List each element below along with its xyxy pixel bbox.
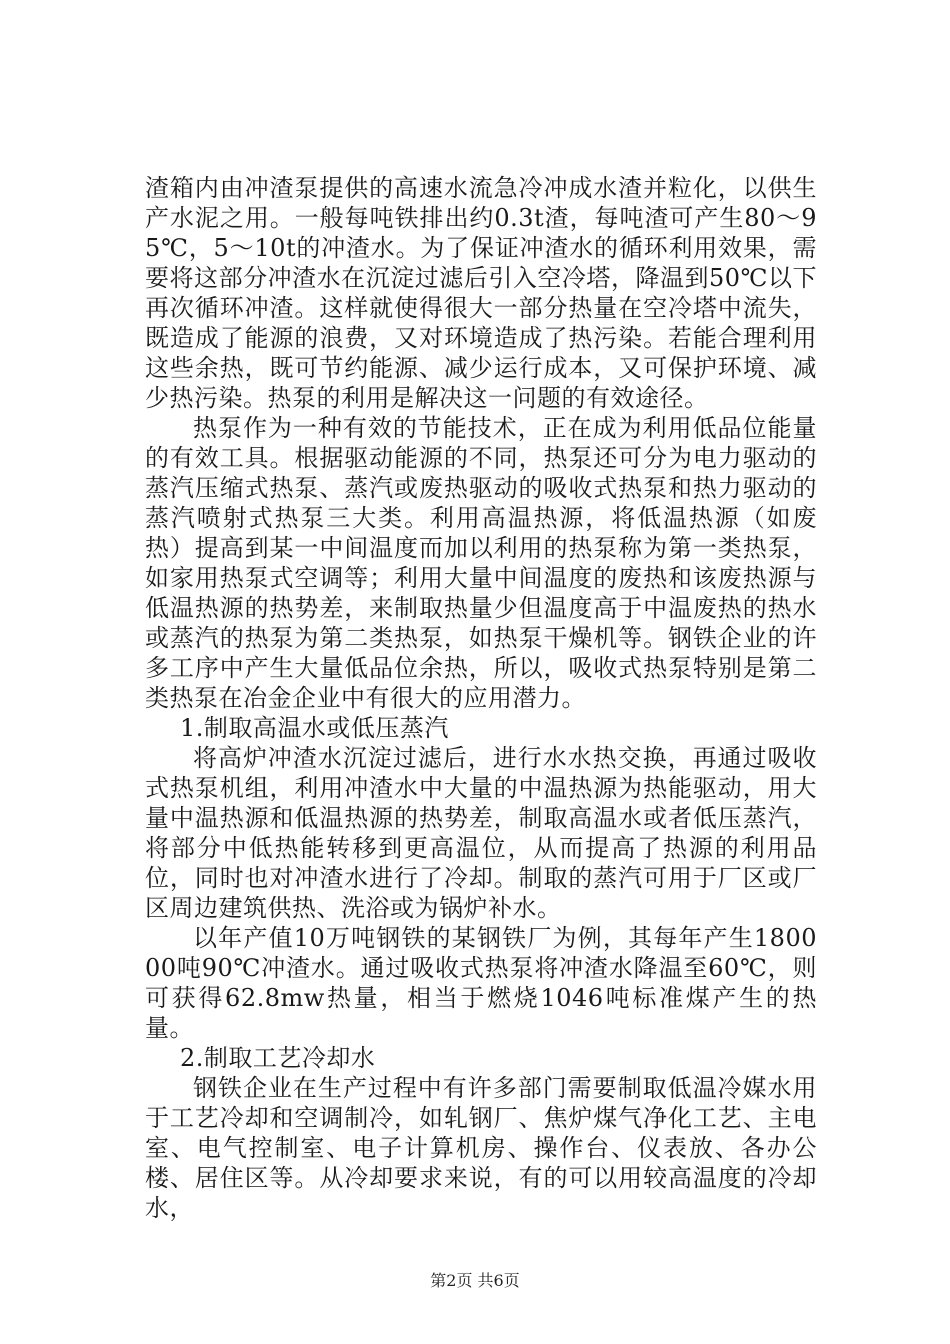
section-heading-high-temp-water: 1.制取高温水或低压蒸汽: [180, 714, 449, 742]
paragraph-example-calculation: 以年产值10万吨钢铁的某钢铁厂为例，其每年产生180000吨90℃冲渣水。通过吸收式热泵将冲渣水降温至60℃，则可获得62.8mw热量，相当于燃烧1046吨标准煤产生的热量。: [145, 924, 817, 1042]
page-number-footer: 第2页 共6页: [430, 1271, 520, 1290]
document-body: [145, 173, 817, 1223]
paragraph-high-temp-water: 将高炉冲渣水沉淀过滤后，进行水水热交换，再通过吸收式热泵机组，利用冲渣水中大量的中温热源为热能驱动，用大量中温热源和低温热源的热势差，制取高温水或者低压蒸汽，将部分中低热能转移到更高温位，从而提高了热源的利用品位，同时也对冲渣水进行了冷却。制取的蒸汽可用于厂区或厂区周边建筑供热、洗浴或为锅炉补水。: [145, 744, 817, 922]
section-heading-cooling-water: 2.制取工艺冷却水: [180, 1044, 376, 1072]
paragraph-heat-pump-intro: 热泵作为一种有效的节能技术，正在成为利用低品位能量的有效工具。根据驱动能源的不同，热泵还可分为电力驱动的蒸汽压缩式热泵、蒸汽或废热驱动的吸收式热泵和热力驱动的蒸汽喷射式热泵三大类。利用高温热源，将低温热源（如废热）提高到某一中间温度而加以利用的热泵称为第一类热泵，如家用热泵式空调等；利用大量中间温度的废热和该废热源与低温热源的热势差，来制取热量少但温度高于中温废热的热水或蒸汽的热泵为第二类热泵，如热泵干燥机等。钢铁企业的许多工序中产生大量低品位余热，所以，吸收式热泵特别是第二类热泵在冶金企业中有很大的应用潜力。: [145, 414, 817, 712]
paragraph-continuation: 渣箱内由冲渣泵提供的高速水流急冷冲成水渣并粒化，以供生产水泥之用。一般每吨铁排出约0.3t渣，每吨渣可产生80～95℃，5～10t的冲渣水。为了保证冲渣水的循环利用效果，需要将这部分冲渣水在沉淀过滤后引入空冷塔，降温到50℃以下再次循环冲渣。这样就使得很大一部分热量在空冷塔中流失，既造成了能源的浪费，又对环境造成了热污染。若能合理利用这些余热，既可节约能源、减少运行成本，又可保护环境、减少热污染。热泵的利用是解决这一问题的有效途径。: [145, 174, 817, 412]
paragraph-cooling-water: 钢铁企业在生产过程中有许多部门需要制取低温冷媒水用于工艺冷却和空调制冷，如轧钢厂、焦炉煤气净化工艺、主电室、电气控制室、电子计算机房、操作台、仪表放、各办公楼、居住区等。从冷却要求来说，有的可以用较高温度的冷却水，: [145, 1074, 817, 1222]
